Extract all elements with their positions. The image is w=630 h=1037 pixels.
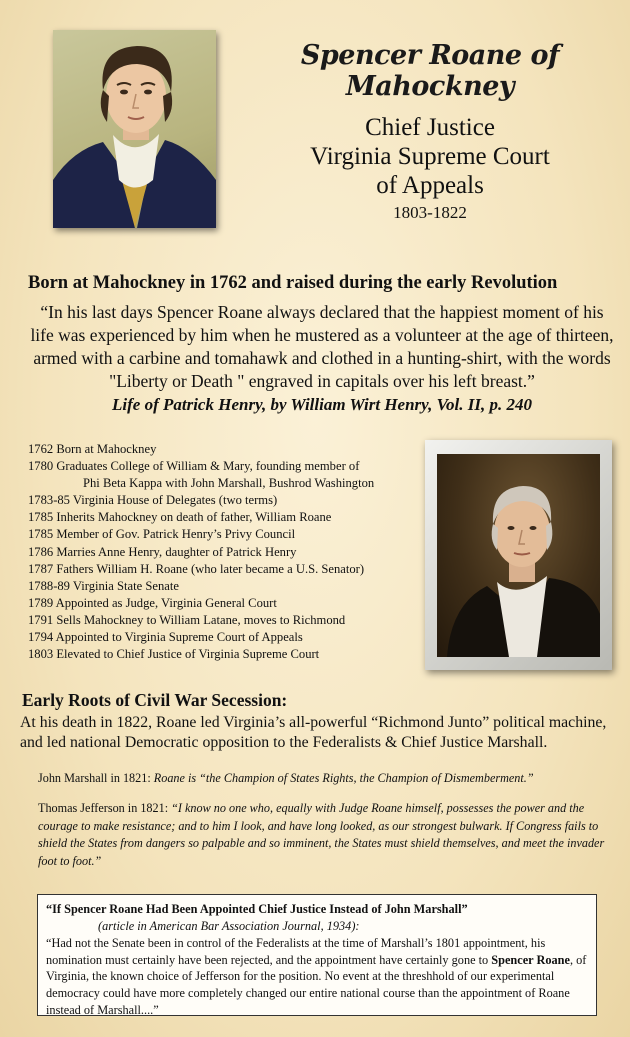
- jefferson-quote-text: “I know no one who, equally with Judge Roane himself, possesses the power and the courage to make resistance; and to him I look, and have long looked, as our strongest bulwark. If Congress fails to shield the States from dangers so palpable and so imminent, the States must shield themselves, and meet the invader foot to foot.”: [38, 801, 605, 868]
- timeline-item: 1780 Graduates College of William & Mary, founding member of: [28, 459, 360, 474]
- timeline-item: 1786 Marries Anne Henry, daughter of Patrick Henry: [28, 544, 297, 559]
- title-role: [265, 113, 595, 200]
- aba-body-start: “Had not the Senate been in control of the Federalists at the time of Marshall’s 1801 appointment, his nomination must certainly have been rejected, and the appointment have certainly gone to: [46, 936, 546, 967]
- aba-body: [46, 935, 588, 1018]
- title-role-line-1: Chief Justice: [365, 114, 495, 141]
- portrait-young-spencer-roane: [53, 30, 216, 228]
- aba-body-name: Spencer Roane: [491, 952, 570, 967]
- timeline-item: Phi Beta Kappa with John Marshall, Bushrod Washington: [83, 476, 375, 491]
- timeline-item: 1785 Inherits Mahockney on death of father, William Roane: [28, 510, 332, 525]
- page-title: Spencer Roane of Mahockney: [300, 40, 560, 102]
- marshall-quote: [38, 771, 618, 786]
- aba-journal-box: [37, 894, 597, 1016]
- born-heading: Born at Mahockney in 1762 and raised during the early Revolution: [28, 273, 558, 293]
- timeline-item: 1783-85 Virginia House of Delegates (two terms): [28, 493, 278, 508]
- timeline-item: 1789 Appointed as Judge, Virginia General Court: [28, 595, 277, 610]
- portrait-elder-spencer-roane: [437, 454, 600, 657]
- jefferson-lead: Thomas Jefferson in 1821:: [38, 801, 172, 815]
- marshall-quote-text: Roane is “the Champion of States Rights, the Champion of Dismemberment.”: [153, 771, 534, 785]
- timeline-item: 1785 Member of Gov. Patrick Henry’s Privy Council: [28, 527, 296, 542]
- marshall-lead: John Marshall in 1821:: [38, 771, 154, 785]
- aba-subtitle: (article in American Bar Association Journal, 1934):: [98, 918, 360, 933]
- timeline-list: [28, 441, 423, 663]
- early-roots-text: At his death in 1822, Roane led Virginia’s all-powerful “Richmond Junto” political machine, and led national Democratic opposition to the Federalists & Chief Justice Marshall.: [20, 714, 607, 751]
- title-role-line-3: of Appeals: [376, 172, 484, 199]
- jefferson-quote: [38, 800, 618, 870]
- timeline-item: 1762 Born at Mahockney: [28, 442, 157, 456]
- early-roots-heading: Early Roots of Civil War Secession:: [22, 690, 288, 710]
- aba-title: “If Spencer Roane Had Been Appointed Chief Justice Instead of John Marshall”: [46, 902, 468, 916]
- timeline-item: 1787 Fathers William H. Roane (who later became a U.S. Senator): [28, 561, 365, 576]
- timeline-item: 1794 Appointed to Virginia Supreme Court of Appeals: [28, 630, 303, 645]
- timeline-item: 1791 Sells Mahockney to William Latane, moves to Richmond: [28, 612, 346, 627]
- title-role-line-2: Virginia Supreme Court: [310, 143, 550, 170]
- aba-body-end: , of Virginia, the known choice of Jefferson for the position. No event at the threshhold of our experimental democracy could have more completely changed our entire national course than the appointment of Roane instead of Marshall....”: [46, 952, 587, 1017]
- title-years: 1803-1822: [393, 203, 467, 222]
- henry-citation: Life of Patrick Henry, by William Wirt Henry, Vol. II, p. 240: [112, 395, 532, 414]
- timeline-item: 1803 Elevated to Chief Justice of Virginia Supreme Court: [28, 647, 320, 662]
- timeline-item: 1788-89 Virginia State Senate: [28, 578, 179, 593]
- henry-quote: “In his last days Spencer Roane always declared that the happiest moment of his life was experienced by him when he mustered as a volunteer at the age of thirteen, armed with a carbine and tomahawk and clothed in a hunting-shirt, with the words "Liberty or Death " engraved in capitals over his left breast.”: [30, 302, 614, 391]
